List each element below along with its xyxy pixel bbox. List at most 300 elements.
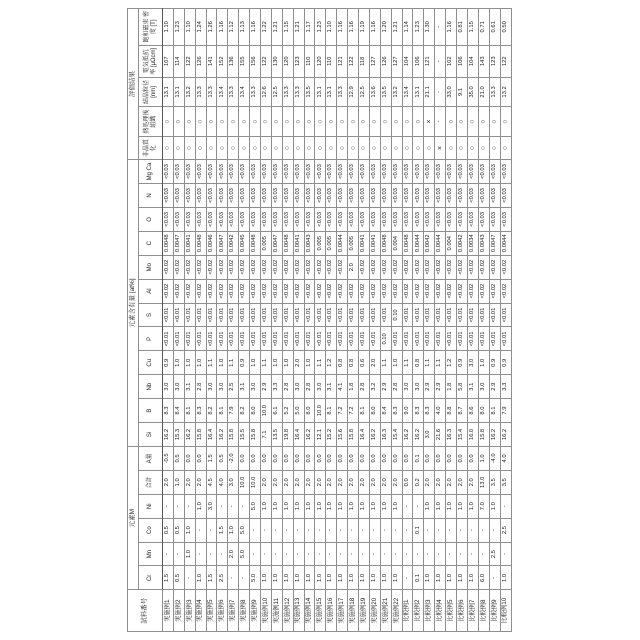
sample-name: 実施例12: [282, 590, 293, 632]
table-cell: 155: [239, 45, 250, 77]
table-cell: <0.02: [239, 255, 250, 279]
table-cell: 2.0: [369, 351, 380, 375]
table-cell: 122: [261, 45, 272, 77]
table-cell: <0.03: [304, 183, 315, 207]
table-cell: <0.03: [402, 160, 413, 184]
table-cell: 13.2: [391, 77, 402, 106]
table-cell: -: [206, 542, 217, 566]
table-cell: 16.4: [359, 423, 370, 447]
table-cell: 21.0: [478, 77, 489, 106]
table-cell: 1.0: [217, 351, 228, 375]
table-cell: -: [250, 518, 261, 542]
table-cell: 0.0: [446, 446, 457, 470]
table-cell: -: [391, 542, 402, 566]
table-cell: <0.01: [271, 327, 282, 351]
table-cell: <0.03: [457, 183, 468, 207]
table-cell: -: [359, 518, 370, 542]
sample-name: 実施例22: [391, 590, 402, 632]
table-row: [369, 9, 380, 632]
column-header: P: [139, 327, 163, 351]
table-cell: -: [424, 542, 435, 566]
table-cell: ○: [282, 107, 293, 137]
table-cell: 1.0: [446, 494, 457, 518]
table-cell: 136: [228, 45, 239, 77]
table-cell: <0.01: [424, 327, 435, 351]
table-cell: ○: [195, 137, 206, 160]
table-cell: 0.0: [424, 446, 435, 470]
table-cell: 2.9: [489, 375, 500, 399]
table-cell: 13.6: [369, 77, 380, 106]
table-cell: <0.03: [446, 207, 457, 231]
table-cell: 21.6: [435, 423, 446, 447]
table-cell: 1.0: [271, 566, 282, 590]
table-cell: 8.3: [195, 399, 206, 423]
table-cell: 1.16: [337, 9, 348, 46]
table-cell: 2.0: [184, 470, 195, 494]
table-cell: <0.01: [489, 303, 500, 327]
table-cell: -0.5: [163, 446, 174, 470]
table-cell: 0.0043: [304, 231, 315, 255]
table-cell: <0.03: [228, 160, 239, 184]
table-cell: <0.02: [315, 255, 326, 279]
table-cell: <0.01: [359, 327, 370, 351]
table-cell: 1.0: [282, 351, 293, 375]
table-cell: 2.8: [391, 375, 402, 399]
table-cell: <0.03: [478, 160, 489, 184]
table-cell: 0.0046: [206, 231, 217, 255]
table-cell: ○: [413, 107, 424, 137]
sample-name: 比較例3: [424, 590, 435, 632]
table-cell: 5.2: [282, 399, 293, 423]
table-cell: <0.03: [173, 183, 184, 207]
table-cell: <0.03: [315, 207, 326, 231]
table-cell: <0.03: [250, 160, 261, 184]
sample-name: 比較例4: [435, 590, 446, 632]
table-cell: -: [446, 542, 457, 566]
table-cell: 2.0: [446, 470, 457, 494]
table-cell: 1.17: [304, 9, 315, 46]
table-cell: <0.03: [348, 160, 359, 184]
table-row: [163, 9, 174, 632]
table-cell: 0.0048: [402, 231, 413, 255]
table-cell: 8.2: [206, 399, 217, 423]
table-cell: 13.3: [228, 77, 239, 106]
table-cell: 15.6: [337, 423, 348, 447]
table-cell: ○: [163, 137, 174, 160]
table-cell: <0.03: [228, 183, 239, 207]
table-cell: -: [489, 518, 500, 542]
table-cell: <0.03: [424, 160, 435, 184]
table-cell: 8.4: [380, 399, 391, 423]
table-cell: -: [380, 518, 391, 542]
table-cell: <0.02: [478, 255, 489, 279]
table-cell: <0.03: [500, 183, 511, 207]
table-cell: <0.01: [467, 303, 478, 327]
table-cell: ○: [315, 107, 326, 137]
table-cell: ○: [228, 137, 239, 160]
table-cell: 0.5: [217, 446, 228, 470]
table-cell: <0.03: [239, 207, 250, 231]
table-cell: <0.01: [489, 327, 500, 351]
sample-name: 比較例6: [457, 590, 468, 632]
table-cell: <0.01: [467, 327, 478, 351]
table-cell: 0.1: [413, 446, 424, 470]
table-cell: 12.5: [271, 77, 282, 106]
table-cell: 15.5: [239, 423, 250, 447]
table-cell: 6.1: [271, 399, 282, 423]
table-cell: <0.03: [163, 160, 174, 184]
table-cell: 152: [217, 45, 228, 77]
table-cell: 2.0: [261, 470, 272, 494]
table-cell: <0.03: [457, 160, 468, 184]
table-cell: <0.03: [380, 160, 391, 184]
table-cell: <0.01: [261, 303, 272, 327]
table-cell: <0.02: [391, 255, 402, 279]
table-cell: 0.0047: [271, 231, 282, 255]
table-cell: <0.01: [315, 303, 326, 327]
table-cell: 0.0043: [478, 231, 489, 255]
table-cell: -: [402, 494, 413, 518]
table-cell: ○: [446, 137, 457, 160]
table-cell: 0.0044: [435, 231, 446, 255]
table-cell: <0.01: [250, 303, 261, 327]
sample-name: 実施例2: [173, 590, 184, 632]
table-cell: 12.5: [359, 77, 370, 106]
table-cell: ○: [391, 137, 402, 160]
table-cell: -: [457, 518, 468, 542]
table-cell: <0.03: [478, 183, 489, 207]
table-cell: 1.1: [424, 351, 435, 375]
table-cell: 1.1: [261, 351, 272, 375]
table-cell: <0.02: [206, 255, 217, 279]
table-cell: 141: [206, 45, 217, 77]
table-cell: 0.0048: [250, 231, 261, 255]
table-cell: <0.02: [489, 255, 500, 279]
table-cell: ○: [478, 137, 489, 160]
table-cell: 2.0: [293, 470, 304, 494]
table-cell: -: [250, 542, 261, 566]
table-cell: 1.0: [369, 566, 380, 590]
table-cell: -: [402, 518, 413, 542]
table-cell: 15.8: [250, 423, 261, 447]
table-cell: <0.02: [446, 279, 457, 303]
table-cell: 0.0034: [467, 231, 478, 255]
table-cell: <0.03: [348, 183, 359, 207]
table-cell: 8.1: [326, 399, 337, 423]
table-cell: <0.03: [195, 160, 206, 184]
table-cell: 16.2: [489, 423, 500, 447]
table-cell: <0.01: [217, 303, 228, 327]
table-cell: <0.03: [282, 160, 293, 184]
table-cell: 2.5: [217, 566, 228, 590]
table-cell: <0.03: [369, 160, 380, 184]
table-cell: -: [337, 518, 348, 542]
table-cell: <0.03: [478, 207, 489, 231]
table-cell: 1.10: [184, 9, 195, 46]
table-cell: 121: [424, 45, 435, 77]
table-cell: <0.01: [500, 303, 511, 327]
table-cell: 104: [467, 45, 478, 77]
table-cell: 3.0: [250, 375, 261, 399]
table-row: [250, 9, 261, 632]
table-cell: 10.0: [239, 470, 250, 494]
table-cell: <0.02: [457, 255, 468, 279]
table-cell: <0.03: [369, 207, 380, 231]
table-cell: <0.01: [195, 327, 206, 351]
table-cell: <0.02: [173, 279, 184, 303]
table-cell: <0.02: [206, 279, 217, 303]
table-cell: ○: [184, 137, 195, 160]
table-cell: 1.0: [228, 518, 239, 542]
table-cell: <0.02: [402, 255, 413, 279]
table-cell: <0.02: [228, 255, 239, 279]
table-row: [391, 9, 402, 632]
table-cell: 1.16: [348, 9, 359, 46]
table-cell: 7.2: [337, 399, 348, 423]
sample-name: 実施例9: [250, 590, 261, 632]
table-cell: 1.19: [359, 9, 370, 46]
table-cell: <0.01: [446, 327, 457, 351]
table-cell: -: [402, 542, 413, 566]
table-cell: <0.03: [163, 183, 174, 207]
table-cell: <0.01: [348, 303, 359, 327]
table-cell: 1.0: [380, 494, 391, 518]
table-cell: ○: [500, 137, 511, 160]
table-cell: 1.0: [261, 566, 272, 590]
sample-name: 比較例7: [467, 590, 478, 632]
table-cell: 13.1: [326, 77, 337, 106]
table-cell: 1.8: [446, 375, 457, 399]
table-cell: ○: [402, 137, 413, 160]
table-cell: <0.03: [348, 207, 359, 231]
table-cell: 0.5: [173, 446, 184, 470]
table-cell: 122: [348, 45, 359, 77]
table-cell: 1.0: [282, 566, 293, 590]
table-cell: 1.0: [435, 566, 446, 590]
table-cell: 8.3: [391, 399, 402, 423]
table-cell: ○: [206, 107, 217, 137]
table-cell: 0.0041: [293, 231, 304, 255]
column-group-1: 元素含有量 [at%]: [128, 160, 139, 447]
table-cell: 1.23: [315, 9, 326, 46]
table-cell: 8.3: [163, 399, 174, 423]
table-cell: 13.1: [413, 77, 424, 106]
table-cell: -: [435, 542, 446, 566]
table-cell: 0.0: [402, 446, 413, 470]
table-cell: <0.02: [282, 279, 293, 303]
table-cell: 7.9: [500, 399, 511, 423]
table-row: [478, 9, 489, 632]
table-cell: -: [435, 9, 446, 46]
table-cell: <0.03: [228, 207, 239, 231]
table-cell: <0.01: [195, 303, 206, 327]
table-cell: <0.03: [424, 183, 435, 207]
table-cell: 130: [271, 45, 282, 77]
table-cell: <0.03: [250, 207, 261, 231]
table-cell: <0.03: [293, 207, 304, 231]
table-cell: 0.0: [348, 446, 359, 470]
table-cell: 1.13: [239, 9, 250, 46]
table-cell: 1.0: [326, 566, 337, 590]
table-cell: <0.01: [282, 327, 293, 351]
table-cell: 1.0: [424, 566, 435, 590]
table-cell: 15.8: [478, 423, 489, 447]
table-cell: 0.0: [184, 446, 195, 470]
table-cell: <0.01: [435, 327, 446, 351]
table-cell: <0.03: [184, 160, 195, 184]
table-cell: ○: [206, 137, 217, 160]
column-header: 合計: [139, 470, 163, 494]
table-cell: 10.0: [261, 399, 272, 423]
table-cell: 3.0: [228, 470, 239, 494]
table-cell: <0.02: [413, 279, 424, 303]
table-cell: ○: [195, 107, 206, 137]
table-cell: <0.03: [337, 160, 348, 184]
table-cell: 0.8: [348, 351, 359, 375]
table-cell: <0.01: [271, 303, 282, 327]
table-cell: <0.03: [489, 207, 500, 231]
table-cell: 0.10: [380, 327, 391, 351]
table-cell: <0.01: [348, 327, 359, 351]
table-cell: <0.03: [359, 207, 370, 231]
column-header: Cu: [139, 351, 163, 375]
table-cell: 13.4: [217, 77, 228, 106]
table-cell: <0.02: [402, 279, 413, 303]
table-cell: 3.0: [478, 375, 489, 399]
table-cell: 1.0: [478, 446, 489, 470]
table-cell: 0.0: [293, 446, 304, 470]
table-cell: <0.03: [467, 160, 478, 184]
table-cell: 13.2: [500, 77, 511, 106]
table-cell: <0.03: [261, 160, 272, 184]
table-cell: 3.5: [500, 470, 511, 494]
table-cell: ○: [402, 107, 413, 137]
table-cell: <0.02: [250, 279, 261, 303]
table-cell: 0.0: [261, 446, 272, 470]
table-cell: ○: [261, 107, 272, 137]
table-cell: -: [315, 518, 326, 542]
table-cell: <0.03: [413, 160, 424, 184]
table-cell: 1.5: [163, 566, 174, 590]
table-cell: 0.005: [348, 231, 359, 255]
table-cell: 10.0: [315, 399, 326, 423]
table-cell: ○: [271, 137, 282, 160]
table-cell: 3.2: [369, 375, 380, 399]
table-cell: 2.0: [348, 470, 359, 494]
table-cell: 0.0: [239, 446, 250, 470]
table-cell: 1.1: [380, 351, 391, 375]
column-header: 熱処理後 組織: [139, 107, 163, 137]
table-cell: <0.03: [315, 160, 326, 184]
table-cell: 1.21: [271, 9, 282, 46]
table-cell: ○: [337, 107, 348, 137]
column-header: Ni: [139, 494, 163, 518]
table-cell: 4.5: [206, 470, 217, 494]
table-cell: <0.01: [413, 303, 424, 327]
table-cell: ○: [467, 137, 478, 160]
table-cell: <0.03: [391, 160, 402, 184]
table-cell: 110: [304, 45, 315, 77]
table-row: [359, 9, 370, 632]
table-cell: 2.0: [195, 470, 206, 494]
sample-name: 実施例11: [271, 590, 282, 632]
table-cell: ○: [173, 137, 184, 160]
table-cell: 2.0: [271, 470, 282, 494]
table-cell: -: [326, 542, 337, 566]
table-cell: 0.0048: [380, 231, 391, 255]
table-cell: 2.0: [467, 470, 478, 494]
table-cell: 2.0: [380, 470, 391, 494]
table-cell: ×: [435, 137, 446, 160]
table-cell: 2.5: [500, 518, 511, 542]
table-cell: 4.0: [435, 399, 446, 423]
table-cell: 0.50: [500, 9, 511, 46]
table-cell: 0.1: [413, 518, 424, 542]
table-cell: <0.02: [271, 279, 282, 303]
table-cell: -: [271, 518, 282, 542]
table-cell: <0.02: [467, 255, 478, 279]
table-cell: 3.0: [163, 375, 174, 399]
sample-name: 実施例13: [293, 590, 304, 632]
table-cell: 3.5: [489, 470, 500, 494]
table-cell: 8.3: [413, 399, 424, 423]
table-cell: 0.004: [391, 231, 402, 255]
table-cell: <0.03: [206, 207, 217, 231]
table-cell: 2.0: [457, 470, 468, 494]
table-cell: 120: [315, 45, 326, 77]
column-header: 電気抵抗 率 [μΩcm]: [139, 45, 163, 77]
column-header: Mg Ca: [139, 160, 163, 184]
table-cell: ○: [163, 107, 174, 137]
table-cell: 1.12: [228, 9, 239, 46]
table-cell: 104: [402, 45, 413, 77]
table-cell: -: [435, 518, 446, 542]
table-row: [348, 9, 359, 632]
table-cell: <0.03: [173, 160, 184, 184]
table-cell: 13.3: [293, 77, 304, 106]
table-cell: ○: [369, 107, 380, 137]
table-cell: 13.0: [478, 470, 489, 494]
table-cell: 8.6: [467, 399, 478, 423]
table-cell: -: [413, 542, 424, 566]
table-cell: -: [195, 542, 206, 566]
table-cell: 1.2: [446, 351, 457, 375]
table-cell: <0.03: [467, 183, 478, 207]
table-cell: <0.02: [228, 279, 239, 303]
table-cell: 9.0: [402, 399, 413, 423]
table-cell: 0.71: [478, 9, 489, 46]
column-header: N: [139, 183, 163, 207]
table-cell: 0.81: [457, 9, 468, 46]
sample-name: 比較例1: [402, 590, 413, 632]
table-cell: ○: [467, 107, 478, 137]
table-cell: <0.01: [326, 303, 337, 327]
table-cell: <0.02: [424, 279, 435, 303]
table-cell: ○: [217, 107, 228, 137]
table-cell: ○: [271, 107, 282, 137]
table-cell: 1.21: [391, 9, 402, 46]
table-cell: 1.8: [348, 375, 359, 399]
table-cell: <0.03: [261, 207, 272, 231]
table-cell: 1.0: [293, 494, 304, 518]
table-cell: -: [239, 494, 250, 518]
table-cell: <0.03: [282, 207, 293, 231]
table-cell: ×: [424, 107, 435, 137]
table-cell: 2.5: [228, 375, 239, 399]
table-cell: 2.0: [348, 255, 359, 279]
table-cell: 0.0042: [424, 231, 435, 255]
table-cell: 122: [184, 45, 195, 77]
